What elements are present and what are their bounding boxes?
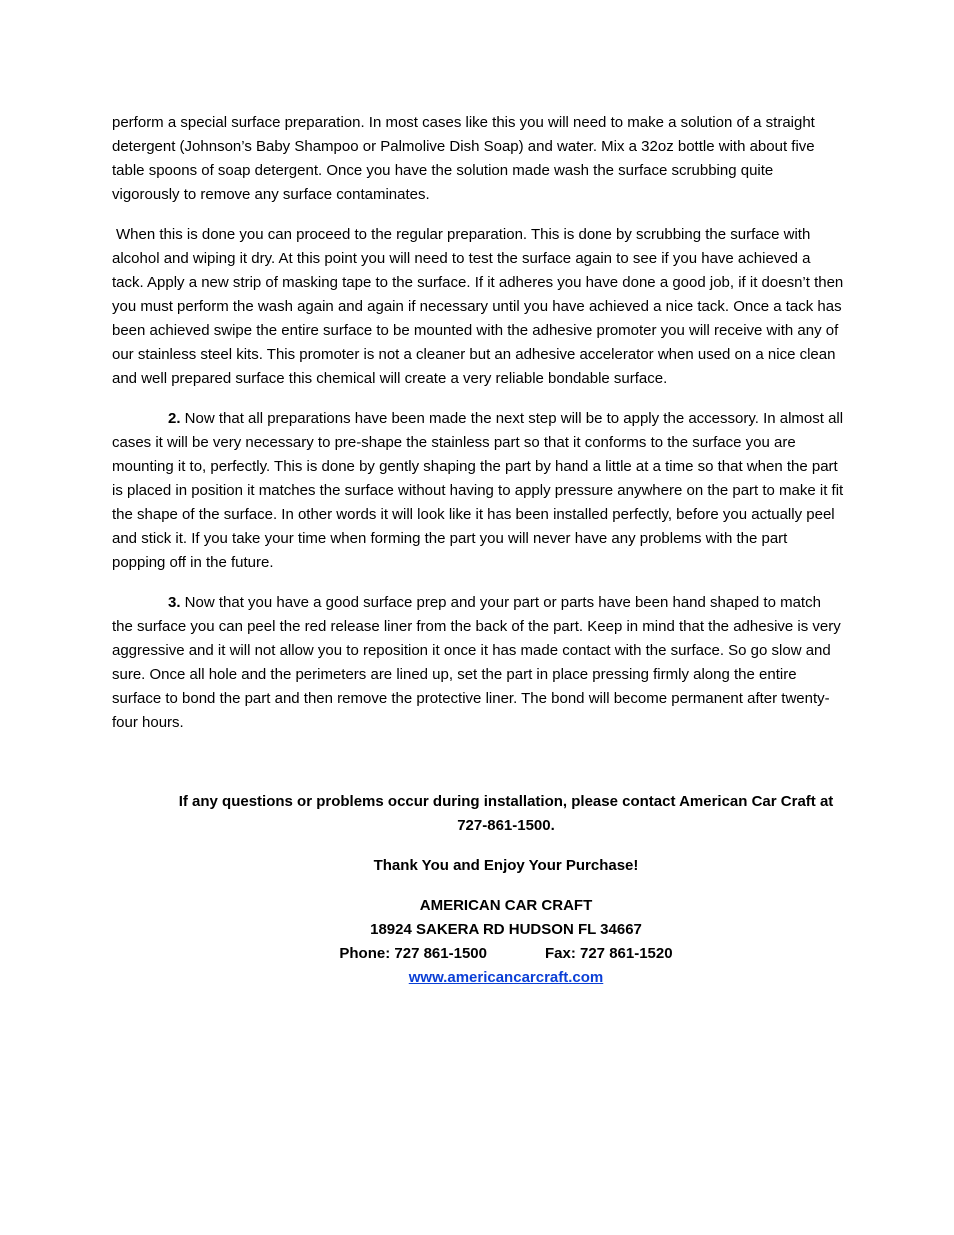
company-name: AMERICAN CAR CRAFT (419, 897, 593, 914)
paragraph-regular-prep: When this is done you can proceed to the regular preparation. This is done by scrubbing the surface with alcohol and wiping it dry. At this point you will need to test the surface again to see if you have achieved a tack. Apply a new strip of masking tape to the surface. If it adheres you have done a good job, if it doesn’t then you must perform the wash again and again if necessary until you have achieved a nice tack. Once a tack has been achieved swipe the entire surface to be mounted with the adhesive promoter you will receive with any of our stainless steel kits. This promoter is not a cleaner but an adhesive accelerator when used on a nice clean and well prepared surface this chemical will create a very reliable bondable surface. (112, 226, 844, 387)
phone-fax-line (132, 942, 880, 966)
phone-number: Phone: 727 861-1500 (339, 945, 487, 962)
fax-number: Fax: 727 861-1520 (544, 945, 673, 962)
company-address: 18924 SAKERA RD HUDSON FL 34667 (370, 921, 642, 938)
company-info (132, 894, 880, 990)
step-3-number: 3. (168, 594, 181, 611)
thank-you-block (132, 854, 880, 878)
step-3-text: Now that you have a good surface prep and your part or parts have been hand shaped to match the surface you can peel the red release liner from the back of the part. Keep in mind that the adhesive is very aggressive and it will not allow you to reposition it once it has made contact with the surface. So go slow and sure. Once all hole and the perimeters are lined up, set the part in place pressing firmly along the entire surface to bond the part and then remove the protective liner. The bond will become permanent after twenty-four hours. (112, 594, 841, 731)
contact-notice (132, 790, 880, 838)
contact-phone-number: 727-861-1500. (457, 817, 555, 834)
section-spacer (112, 751, 844, 790)
step-3-paragraph (112, 591, 844, 735)
paragraph-surface-prep: perform a special surface preparation. In most cases like this you will need to make a solution of a straight detergent (Johnson’s Baby Shampoo or Palmolive Dish Soap) and water. Mix a 32oz bottle with about five table spoons of soap detergent. Once you have the solution made wash the surface scrubbing quite vigorously to remove any surface contaminates. (112, 114, 815, 203)
website-link[interactable]: www.americancarcraft.com (408, 969, 604, 986)
website-line (132, 966, 880, 990)
thank-you-message: Thank You and Enjoy Your Purchase! (373, 857, 639, 874)
step-2-number: 2. (168, 410, 181, 427)
contact-footer (132, 790, 880, 990)
contact-notice-line-1: If any questions or problems occur during installation, please contact American Car Craft at (178, 793, 834, 810)
step-2-text: Now that all preparations have been made the next step will be to apply the accessory. In almost all cases it will be very necessary to pre-shape the stainless part so that it conforms to the surface you are mounting it to, perfectly. This is done by gently shaping the part by hand a little at a time so that when the part is placed in position it matches the surface without having to apply pressure anywhere on the part to make it fit the shape of the surface. In other words it will look like it has been installed perfectly, before you actually peel and stick it. If you take your time when forming the part you will never have any problems with the part popping off in the future. (112, 410, 844, 571)
document-page (112, 111, 844, 990)
step-2-paragraph (112, 407, 844, 575)
